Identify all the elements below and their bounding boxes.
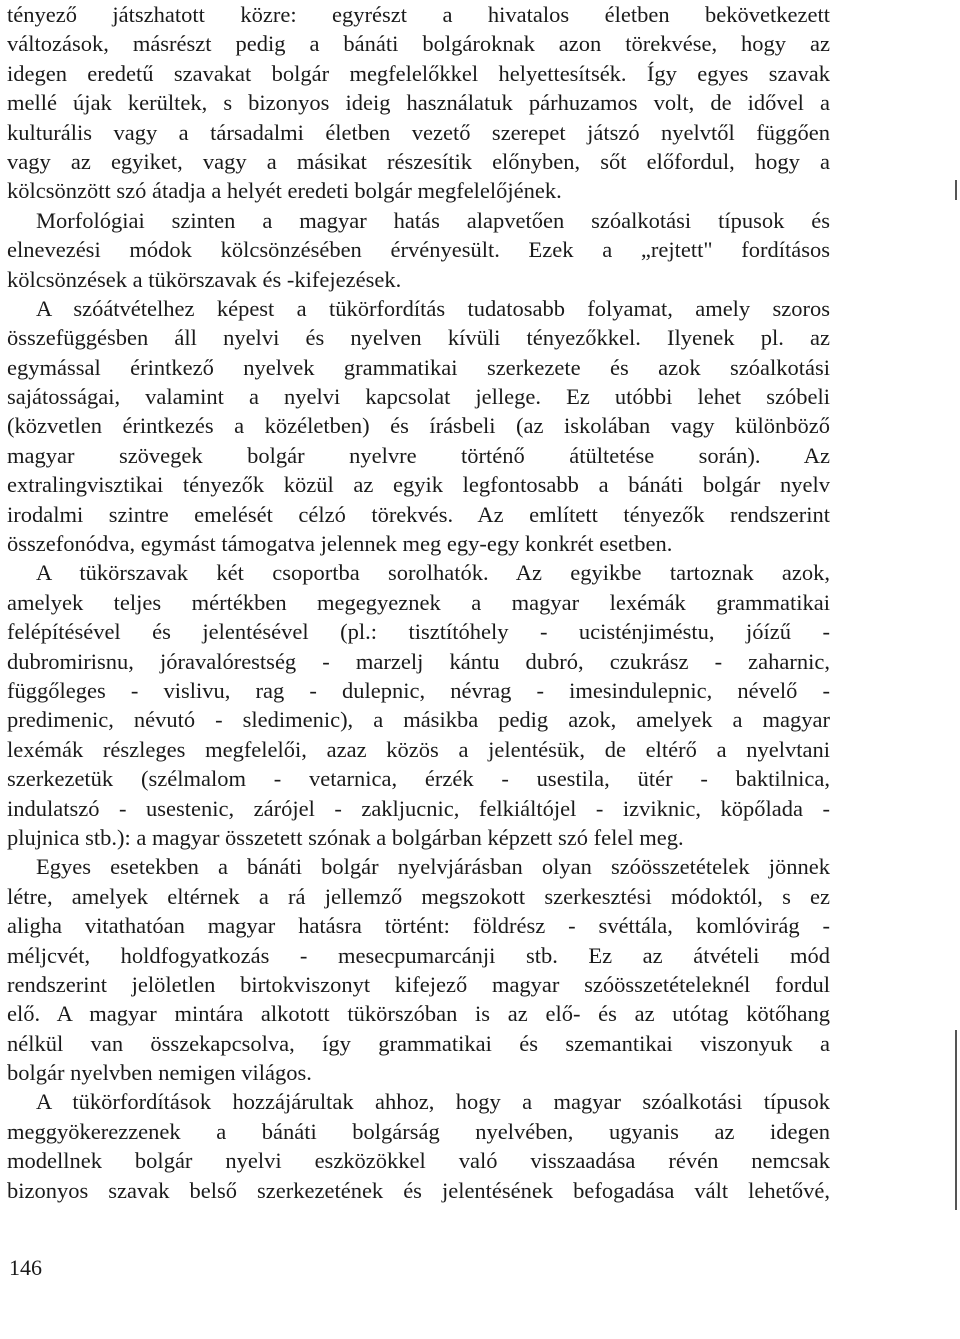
text-line: vagy az egyiket, vagy a másikat részesítik előnyben, sőt előfordul, hogy a xyxy=(7,148,830,174)
text-line: felépítésével és jelentésével (pl.: tisztítóhely - ucisténjiméstu, jóízű - xyxy=(7,619,830,645)
text-line: elnevezési módok kölcsönzésében érvényesült. Ezek a „rejtett" fordításos xyxy=(7,237,830,263)
text-line: rendszerint jelöletlen birtokviszonyt kifejező magyar szóösszetételeknél fordul xyxy=(7,971,830,997)
page-body xyxy=(7,0,830,1205)
text-line: A szóátvételhez képest a tükörfordítás tudatosabb folyamat, amely szoros xyxy=(36,295,830,321)
text-line: szerkezetük (szélmalom - vetarnica, érzék - usestila, ütér - baktilnica, xyxy=(7,766,830,792)
text-line: nélkül van összekapcsolva, így grammatikai és szemantikai viszonyuk a xyxy=(7,1030,830,1056)
text-line: kulturális vagy a társadalmi életben vezető szerepet játszó nyelvtől függően xyxy=(7,119,830,145)
margin-rule xyxy=(955,1030,957,1210)
text-line: A tükörfordítások hozzájárultak ahhoz, hogy a magyar szóalkotási típusok xyxy=(36,1089,830,1115)
text-line: amelyek teljes mértékben megegyeznek a magyar lexémák grammatikai xyxy=(7,589,830,615)
text-line: predimenic, névutó - sledimenic), a másikba pedig azok, amelyek a magyar xyxy=(7,707,830,733)
text-line: összefonódva, egymást támogatva jelennek meg egy-egy konkrét esetben. xyxy=(7,531,673,557)
text-line: aligha vitathatóan magyar hatásra történt: földrész - svéttála, komlóvirág - xyxy=(7,913,830,939)
text-line: Egyes esetekben a bánáti bolgár nyelvjárásban olyan szóösszetételek jönnek xyxy=(36,854,830,880)
text-line: elő. A magyar mintára alkotott tükörszóban is az elő- és az utótag kötőhang xyxy=(7,1001,830,1027)
text-line: létre, amelyek eltérnek a rá jellemző megszokott szerkesztési módoktól, s ez xyxy=(7,883,830,909)
text-line: idegen eredetű szavakat bolgár megfelelőkkel helyettesítsék. Így egyes szavak xyxy=(7,60,830,86)
text-line: irodalmi szintre emelését célzó törekvés. Az említett tényezők rendszerint xyxy=(7,501,830,527)
text-line: függőleges - vislivu, rag - dulepnic, névrag - imesindulepnic, névelő - xyxy=(7,677,830,703)
text-line: kölcsönzések a tükörszavak és -kifejezések. xyxy=(7,266,402,292)
text-line: extralingvisztikai tényezők közül az egyik legfontosabb a bánáti bolgár nyelv xyxy=(7,472,830,498)
text-line: (közvetlen érintkezés a közéletben) és írásbeli (az iskolában vagy különböző xyxy=(7,413,830,439)
text-line: indulatszó - usestenic, zárójel - zakljucnic, felkiáltójel - izviknic, köpőlada - xyxy=(7,795,830,821)
text-line: bizonyos szavak belső szerkezetének és jelentésének befogadása vált lehetővé, xyxy=(7,1177,830,1203)
text-line: Morfológiai szinten a magyar hatás alapvetően szóalkotási típusok és xyxy=(36,207,830,233)
text-line: mellé újak kerültek, s bizonyos ideig használatuk párhuzamos volt, de idővel a xyxy=(7,90,830,116)
text-line: változások, másrészt pedig a bánáti bolgároknak azon törekvése, hogy az xyxy=(7,31,830,57)
page-number: 146 xyxy=(9,1255,42,1280)
margin-rule xyxy=(955,180,957,200)
text-line: lexémák részleges megfelelői, azaz közös a jelentésük, de eltérő a nyelvtani xyxy=(7,736,830,762)
text-line: sajátosságai, valamint a nyelvi kapcsolat jellege. Ez utóbbi lehet szóbeli xyxy=(7,384,830,410)
text-line: bolgár nyelvben nemigen világos. xyxy=(7,1060,312,1086)
text-line: A tükörszavak két csoportba sorolhatók. Az egyikbe tartoznak azok, xyxy=(36,560,830,586)
text-line: meggyökerezzenek a bánáti bolgárság nyelvében, ugyanis az idegen xyxy=(7,1118,830,1144)
text-line: egymással érintkező nyelvek grammatikai szerkezete és azok szóalkotási xyxy=(7,354,830,380)
text-line: dubromirisnu, jóravalórestség - marzelj kántu dubró, czukrász - zaharnic, xyxy=(7,648,830,674)
text-line: magyar szövegek bolgár nyelvre történő átültetése során). Az xyxy=(7,442,830,468)
text-line: kölcsönzött szó átadja a helyét eredeti bolgár megfelelőjének. xyxy=(7,178,562,204)
text-line: méljcvét, holdfogyatkozás - mesecpumarcánji stb. Ez az átvételi mód xyxy=(7,942,830,968)
text-line: tényező játszhatott közre: egyrészt a hivatalos életben bekövetkezett xyxy=(7,2,830,27)
text-line: plujnica stb.): a magyar összetett szónak a bolgárban képzett szó felel meg. xyxy=(7,824,684,850)
text-line: modellnek bolgár nyelvi eszközökkel való visszaadása révén nemcsak xyxy=(7,1148,830,1174)
text-line: összefüggésben áll nyelvi és nyelven kívüli tényezőkkel. Ilyenek pl. az xyxy=(7,325,830,351)
